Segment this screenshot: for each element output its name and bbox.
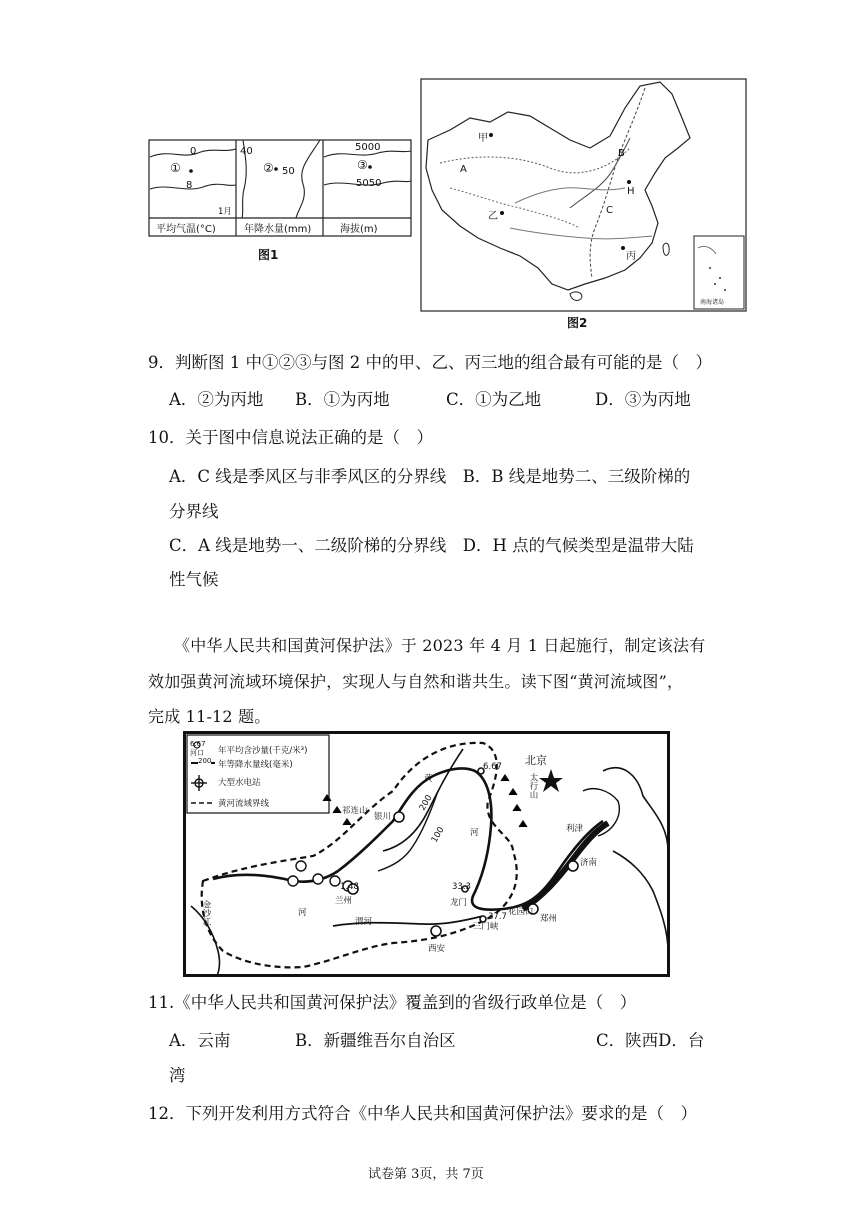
fig3-value-33-3: 33.3 bbox=[452, 882, 471, 892]
fig2-line-c: C bbox=[606, 205, 613, 216]
fig3-label-iso200: 200 bbox=[417, 793, 435, 813]
fig3-label-he: 河 bbox=[470, 828, 479, 838]
fig1-label-temp: 平均气温(°C) bbox=[156, 224, 216, 235]
fig2-line-a: A bbox=[460, 164, 467, 175]
fig3-label-weihe: 渭河 bbox=[355, 917, 373, 927]
q10-options-line-3[interactable]: C．A 线是地势一、二级阶梯的分界线 D．H 点的气候类型是温带大陆 bbox=[169, 536, 694, 555]
fig3-label-xian: 西安 bbox=[428, 944, 446, 954]
fig3-value-1-48: 1.48 bbox=[340, 882, 359, 892]
fig3-label-huang: 黄 bbox=[424, 774, 433, 784]
fig3-label-jinan: 济南 bbox=[580, 858, 598, 868]
fig3-legend-precip: 年等降水量线(毫米) bbox=[218, 760, 293, 770]
passage-line-3: 完成 11-12 题。 bbox=[148, 707, 271, 726]
fig3-label-jinsha: 金沙江 bbox=[201, 900, 211, 926]
fig2-place-jia: 甲 bbox=[478, 133, 488, 144]
figure-1-caption: 图1 bbox=[258, 248, 279, 262]
passage-line-1: 《中华人民共和国黄河保护法》于 2023 年 4 月 1 日起施行，制定该法有 bbox=[174, 636, 706, 655]
fig3-label-he2: 河 bbox=[298, 908, 307, 918]
fig3-legend-boundary: 黄河流域界线 bbox=[218, 799, 270, 809]
q10-options-line-1[interactable]: A．C 线是季风区与非季风区的分界线 B．B 线是地势二、三级阶梯的 bbox=[169, 467, 691, 486]
fig2-place-h: H bbox=[627, 186, 635, 197]
fig1-marker-1: ① bbox=[170, 161, 181, 175]
q11-option-cd-continued: 湾 bbox=[169, 1066, 186, 1085]
fig3-label-lijin: 利津 bbox=[566, 824, 584, 834]
fig1-label-elev: 海拔(m) bbox=[340, 224, 378, 235]
q11-option-b[interactable]: B．新疆维吾尔自治区 bbox=[295, 1031, 456, 1050]
fig2-place-yi: 乙 bbox=[488, 211, 498, 222]
fig2-inset-label: 南海诸岛 bbox=[700, 299, 725, 306]
fig1-marker-2: ② bbox=[263, 161, 274, 175]
fig2-place-bing: 丙 bbox=[626, 251, 636, 262]
fig1-iso-8: 8 bbox=[186, 180, 193, 191]
fig1-marker-3: ③ bbox=[357, 158, 368, 172]
fig3-label-huayuankou: 花园口 bbox=[508, 907, 534, 917]
fig3-label-sanmenxia: 三门峡 bbox=[473, 922, 499, 932]
fig3-label-beijing: 北京 bbox=[525, 754, 547, 767]
q9-option-b[interactable]: B．①为丙地 bbox=[295, 390, 390, 409]
q11-option-cd[interactable]: C．陕西D．台 bbox=[596, 1031, 705, 1050]
fig3-label-longmen: 龙门 bbox=[450, 898, 468, 908]
question-10-stem: 10．关于图中信息说法正确的是（ ） bbox=[148, 428, 433, 447]
q10-options-line-2: 分界线 bbox=[169, 502, 219, 521]
q11-option-a[interactable]: A．云南 bbox=[169, 1031, 231, 1050]
fig1-iso-50: 50 bbox=[282, 166, 295, 177]
page-footer: 试卷第 3页，共 7页 bbox=[368, 1167, 484, 1182]
fig3-value-37-7: 37.7 bbox=[488, 912, 507, 922]
fig1-iso-0: 0 bbox=[190, 146, 197, 157]
fig2-line-b: B bbox=[618, 148, 625, 159]
figure-2-china-map bbox=[420, 78, 747, 312]
fig1-corner-month: 1月 bbox=[218, 207, 232, 217]
fig3-legend-sample: 6.67 河口 bbox=[190, 740, 206, 757]
q10-options-line-4: 性气候 bbox=[169, 570, 219, 589]
figure-2-caption: 图2 bbox=[567, 316, 588, 330]
fig1-iso-5050: 5050 bbox=[356, 178, 382, 189]
fig3-label-lanzhou: 兰州 bbox=[335, 896, 353, 906]
question-11-stem: 11.《中华人民共和国黄河保护法》覆盖到的省级行政单位是（ ） bbox=[148, 993, 637, 1012]
fig3-legend-sediment: 年平均含沙量(千克/米³) bbox=[218, 746, 308, 756]
q9-option-c[interactable]: C．①为乙地 bbox=[446, 390, 542, 409]
fig3-label-yinchuan: 银川 bbox=[374, 812, 392, 822]
fig3-label-iso100: 100 bbox=[429, 825, 447, 845]
question-9-stem: 9．判断图 1 中①②③与图 2 中的甲、乙、丙三地的组合最有可能的是（ ） bbox=[148, 353, 712, 372]
fig3-legend-isoline-value: 200 bbox=[198, 757, 212, 765]
fig3-value-6-67: 6.67 bbox=[483, 762, 502, 772]
fig1-label-precip: 年降水量(mm) bbox=[244, 224, 312, 235]
fig3-legend-hydro: 大型水电站 bbox=[218, 778, 261, 788]
fig3-label-taihang: 太行山 bbox=[528, 773, 538, 799]
q9-option-a[interactable]: A．②为丙地 bbox=[169, 390, 264, 409]
fig3-label-zhengzhou: 郑州 bbox=[540, 914, 558, 924]
q9-option-d[interactable]: D．③为丙地 bbox=[595, 390, 691, 409]
question-12-stem: 12．下列开发利用方式符合《中华人民共和国黄河保护法》要求的是（ ） bbox=[148, 1104, 697, 1123]
passage-line-2: 效加强黄河流域环境保护，实现人与自然和谐共生。读下图“黄河流域图”， bbox=[148, 672, 684, 691]
fig1-iso-5000: 5000 bbox=[355, 142, 381, 153]
fig3-label-qilian: 祁连山 bbox=[342, 806, 368, 816]
fig1-iso-40: 40 bbox=[240, 146, 253, 157]
